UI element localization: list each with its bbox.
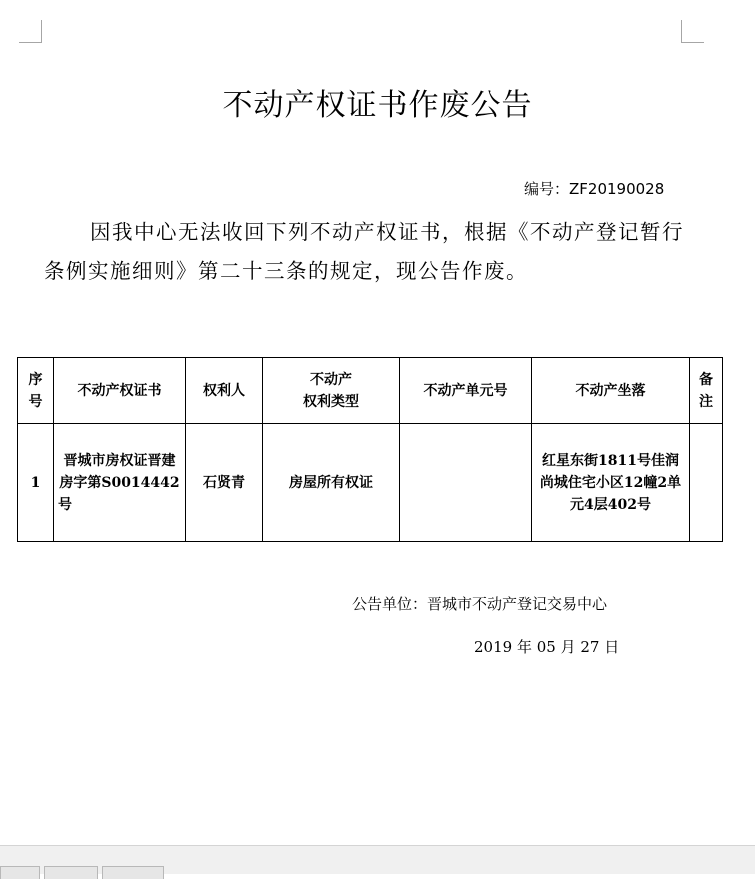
document-number: 编号：ZF20190028 [524, 180, 665, 198]
page-corner-mark-top-left [19, 20, 42, 43]
cell-seq: 1 [18, 424, 54, 542]
header-right-type-line2: 权利类型 [303, 393, 359, 410]
header-unit: 不动产单元号 [400, 358, 532, 424]
header-remark: 备注 [690, 358, 723, 424]
notice-body: 因我中心无法收回下列不动产权证书，根据《不动产登记暂行条例实施细则》第二十三条的规定，现公告作废。 [44, 220, 684, 283]
header-seq: 序号 [18, 358, 54, 424]
cell-unit [400, 424, 532, 542]
issuer-line: 公告单位：晋城市不动产登记交易中心 [352, 595, 608, 613]
document-title: 不动产权证书作废公告 [222, 88, 533, 123]
header-cert: 不动产权证书 [54, 358, 186, 424]
cell-right-type: 房屋所有权证 [263, 424, 400, 542]
cell-remark [690, 424, 723, 542]
header-location: 不动产坐落 [532, 358, 690, 424]
header-holder: 权利人 [186, 358, 263, 424]
cell-cert: 晋城市房权证晋建房字第S0014442号 [54, 424, 186, 542]
table-row [18, 424, 723, 542]
window-status-bar [0, 845, 755, 874]
issue-date: 2019 年 05 月 27 日 [474, 638, 620, 656]
cell-holder: 石贤青 [186, 424, 263, 542]
cell-location: 红星东街1811号佳润尚城住宅小区12幢2单元4层402号 [532, 424, 690, 542]
header-right-type [263, 358, 400, 424]
page-corner-mark-top-right [681, 20, 704, 43]
void-certificate-table [17, 357, 723, 542]
header-right-type-line1: 不动产 [310, 371, 352, 388]
table-header-row [18, 358, 723, 424]
